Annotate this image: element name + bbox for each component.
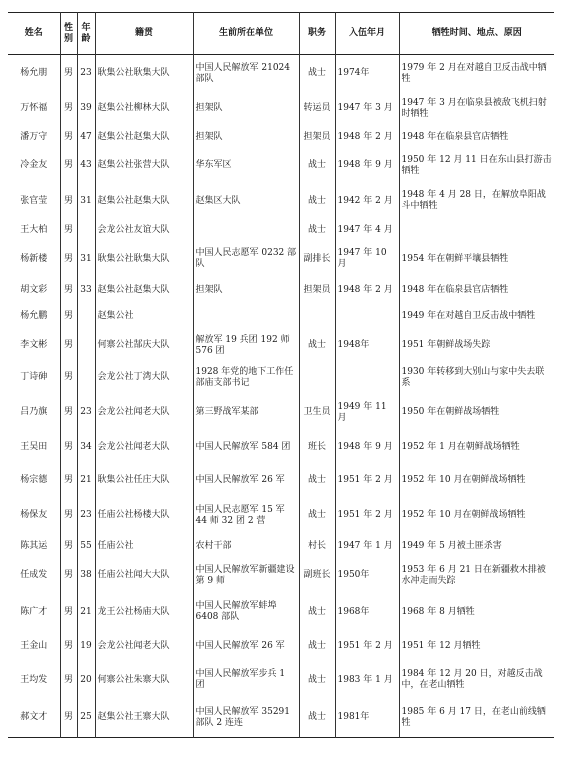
- cell-enlist-date: 1951 年 2 月: [335, 464, 399, 497]
- table-row: [8, 594, 554, 631]
- header-row: [8, 13, 554, 55]
- cell-unit: [193, 304, 299, 330]
- table-row: [8, 432, 554, 464]
- cell-gender: 男: [60, 497, 77, 535]
- cell-gender: 男: [60, 93, 77, 125]
- cell-age: 19: [77, 631, 95, 662]
- cell-position: 班长: [299, 432, 335, 464]
- cell-name: 杨宗德: [20, 474, 48, 485]
- cell-position: 战士: [299, 182, 335, 221]
- cell-name: 李文彬: [20, 340, 48, 350]
- cell-gender: 男: [60, 125, 77, 150]
- cell-hometown: 会龙公社友谊大队: [95, 221, 193, 241]
- cell-sacrifice-info: 1985 年 6 月 17 日，在老山前线牺牲: [399, 699, 554, 738]
- table-row: [8, 558, 554, 594]
- cell-gender: 男: [60, 662, 77, 699]
- cell-name: 张官莹: [20, 195, 48, 206]
- cell-name: 万怀福: [20, 103, 48, 113]
- cell-hometown: 赵集公社赵集大队: [95, 125, 193, 150]
- cell-unit: 中国人民解放军 21024 部队: [193, 55, 299, 93]
- cell-gender: 男: [60, 330, 77, 362]
- cell-age: [77, 304, 95, 330]
- cell-age: 23: [77, 497, 95, 535]
- table-row: [8, 394, 554, 432]
- cell-unit: 赵集区大队: [193, 182, 299, 221]
- cell-age: 34: [77, 432, 95, 464]
- cell-position: 战士: [299, 699, 335, 738]
- cell-name: 陈其运: [20, 540, 48, 551]
- cell-age: 55: [77, 535, 95, 558]
- cell-gender: 男: [60, 55, 77, 93]
- cell-enlist-date: 1942 年 2 月: [335, 182, 399, 221]
- cell-sacrifice-info: 1953 年 6 月 21 日在新疆救木排被水冲走而失踪: [399, 558, 554, 594]
- cell-age: [77, 221, 95, 241]
- cell-hometown: 会龙公社丁湾大队: [95, 362, 193, 394]
- cell-unit: 中国人民解放军 26 军: [193, 464, 299, 497]
- cell-unit: 中国人民解放军 584 团: [193, 432, 299, 464]
- cell-hometown: 何寨公社朱寨大队: [95, 662, 193, 699]
- table-row: [8, 535, 554, 558]
- cell-gender: 男: [60, 182, 77, 221]
- cell-position: 战士: [299, 150, 335, 182]
- cell-hometown: 任庙公社闻大大队: [95, 558, 193, 594]
- cell-age: 47: [77, 125, 95, 150]
- cell-enlist-date: 1948 年 9 月: [335, 432, 399, 464]
- cell-name: 杨新楼: [20, 253, 48, 264]
- table-row: [8, 125, 554, 150]
- cell-gender: 男: [60, 631, 77, 662]
- cell-unit: 担架队: [193, 125, 299, 150]
- cell-hometown: 何寨公社郜庆大队: [95, 330, 193, 362]
- table-body: [8, 55, 554, 738]
- cell-enlist-date: 1948 年 2 月: [335, 125, 399, 150]
- cell-sacrifice-info: 1954 年在朝鲜平壤县牺牲: [399, 241, 554, 278]
- cell-enlist-date: [335, 362, 399, 394]
- cell-name: 冷金友: [20, 160, 48, 170]
- cell-name: 王金山: [20, 640, 48, 651]
- table-row: [8, 55, 554, 93]
- cell-enlist-date: 1951 年 2 月: [335, 631, 399, 662]
- martyrs-table: [8, 12, 554, 738]
- table-row: [8, 497, 554, 535]
- cell-enlist-date: 1951 年 2 月: [335, 497, 399, 535]
- header-gender: 性别: [60, 13, 77, 55]
- cell-sacrifice-info: 1951 年 12 月牺牲: [399, 631, 554, 662]
- cell-sacrifice-info: 1984 年 12 月 20 日，对越反击战中，在老山牺牲: [399, 662, 554, 699]
- cell-name: 杨允鹏: [20, 311, 48, 321]
- cell-gender: 男: [60, 464, 77, 497]
- cell-gender: 男: [60, 535, 77, 558]
- cell-position: 战士: [299, 221, 335, 241]
- table-row: [8, 464, 554, 497]
- cell-name: 王均发: [20, 674, 48, 685]
- table-row: [8, 662, 554, 699]
- cell-sacrifice-info: 1948 年在临泉县官店牺牲: [399, 125, 554, 150]
- cell-name: 杨允朋: [20, 68, 48, 79]
- cell-unit: 担架队: [193, 93, 299, 125]
- cell-unit: 解放军 19 兵团 192 师 576 团: [193, 330, 299, 362]
- cell-age: 33: [77, 278, 95, 304]
- cell-unit: 中国人民解放军 26 军: [193, 631, 299, 662]
- cell-unit: 中国人民解放军蚌埠 6408 部队: [193, 594, 299, 631]
- cell-sacrifice-info: 1952 年 10 月在朝鲜战场牺牲: [399, 464, 554, 497]
- cell-hometown: 耿集公社耿集大队: [95, 241, 193, 278]
- header-position: 职务: [299, 13, 335, 55]
- cell-position: 副班长: [299, 558, 335, 594]
- cell-position: 担架员: [299, 125, 335, 150]
- cell-enlist-date: 1948 年 9 月: [335, 150, 399, 182]
- cell-hometown: 赵集公社王寨大队: [95, 699, 193, 738]
- cell-sacrifice-info: 1950 年 12 月 11 日在东山县打游击牺牲: [399, 150, 554, 182]
- header-age: 年龄: [77, 13, 95, 55]
- cell-sacrifice-info: 1949 年在对越自卫反击战中牺牲: [399, 304, 554, 330]
- cell-unit: 1928 年党的地下工作任部庙支部书记: [193, 362, 299, 394]
- header-sacrifice-info: 牺牲时间、地点、原因: [399, 13, 554, 55]
- cell-position: 转运员: [299, 93, 335, 125]
- cell-unit: 担架队: [193, 278, 299, 304]
- table-row: [8, 221, 554, 241]
- cell-gender: 男: [60, 278, 77, 304]
- cell-enlist-date: 1948年: [335, 330, 399, 362]
- header-unit: 生前所在单位: [193, 13, 299, 55]
- cell-enlist-date: 1948 年 2 月: [335, 278, 399, 304]
- cell-hometown: 会龙公社闻老大队: [95, 394, 193, 432]
- cell-position: 卫生员: [299, 394, 335, 432]
- cell-sacrifice-info: 1968 年 8 月牺牲: [399, 594, 554, 631]
- cell-enlist-date: 1947 年 4 月: [335, 221, 399, 241]
- cell-position: 战士: [299, 662, 335, 699]
- cell-hometown: 赵集公社赵集大队: [95, 278, 193, 304]
- cell-hometown: 会龙公社闻老大队: [95, 432, 193, 464]
- cell-position: [299, 362, 335, 394]
- cell-hometown: 龙王公社杨庙大队: [95, 594, 193, 631]
- cell-gender: 男: [60, 558, 77, 594]
- cell-hometown: 会龙公社闻老大队: [95, 631, 193, 662]
- cell-hometown: 赵集公社赵集大队: [95, 182, 193, 221]
- table-row: [8, 182, 554, 221]
- header-name: 姓名: [24, 28, 43, 38]
- table-row: [8, 278, 554, 304]
- cell-position: 战士: [299, 464, 335, 497]
- cell-unit: 中国人民解放军 35291 部队 2 连连: [193, 699, 299, 738]
- cell-name: 吕乃旗: [20, 407, 48, 417]
- cell-gender: 男: [60, 150, 77, 182]
- cell-age: 43: [77, 150, 95, 182]
- cell-enlist-date: [335, 304, 399, 330]
- cell-name: 丁诗砷: [20, 372, 48, 382]
- table-row: [8, 699, 554, 738]
- cell-gender: 男: [60, 304, 77, 330]
- cell-name: 潘万守: [20, 131, 48, 142]
- cell-age: 31: [77, 182, 95, 221]
- cell-gender: 男: [60, 699, 77, 738]
- cell-enlist-date: 1947 年 3 月: [335, 93, 399, 125]
- cell-hometown: 任庙公社: [95, 535, 193, 558]
- cell-unit: [193, 221, 299, 241]
- cell-unit: 中国人民志愿军 0232 部队: [193, 241, 299, 278]
- cell-age: 20: [77, 662, 95, 699]
- cell-enlist-date: 1947 年 1 月: [335, 535, 399, 558]
- cell-enlist-date: 1950年: [335, 558, 399, 594]
- cell-age: [77, 362, 95, 394]
- table-row: [8, 304, 554, 330]
- cell-name: 王大柏: [20, 225, 48, 235]
- header-hometown: 籍贯: [95, 13, 193, 55]
- cell-position: 村长: [299, 535, 335, 558]
- cell-sacrifice-info: 1948 年在临泉县官店牺牲: [399, 278, 554, 304]
- table-row: [8, 330, 554, 362]
- cell-sacrifice-info: 1951 年朝鲜战场失踪: [399, 330, 554, 362]
- cell-sacrifice-info: 1949 年 5 月被土匪杀害: [399, 535, 554, 558]
- cell-unit: 中国人民志愿军 15 军 44 师 32 团 2 营: [193, 497, 299, 535]
- cell-gender: 男: [60, 362, 77, 394]
- cell-unit: 第三野战军某部: [193, 394, 299, 432]
- cell-hometown: 任庙公社杨楼大队: [95, 497, 193, 535]
- cell-position: 战士: [299, 497, 335, 535]
- cell-position: 战士: [299, 330, 335, 362]
- cell-gender: 男: [60, 241, 77, 278]
- cell-hometown: 赵集公社: [95, 304, 193, 330]
- cell-enlist-date: 1949 年 11 月: [335, 394, 399, 432]
- cell-unit: 华东军区: [193, 150, 299, 182]
- cell-position: 战士: [299, 631, 335, 662]
- cell-gender: 男: [60, 432, 77, 464]
- cell-name: 杨保友: [20, 510, 48, 520]
- cell-position: [299, 304, 335, 330]
- cell-age: 25: [77, 699, 95, 738]
- cell-hometown: 耿集公社任庄大队: [95, 464, 193, 497]
- cell-sacrifice-info: 1948 年 4 月 28 日，在解放阜阳战斗中牺牲: [399, 182, 554, 221]
- table-row: [8, 93, 554, 125]
- cell-enlist-date: 1968年: [335, 594, 399, 631]
- cell-gender: 男: [60, 394, 77, 432]
- table-row: [8, 150, 554, 182]
- cell-name: 王吴田: [20, 442, 48, 452]
- cell-hometown: 耿集公社耿集大队: [95, 55, 193, 93]
- cell-sacrifice-info: 1952 年 1 月在朝鲜战场牺牲: [399, 432, 554, 464]
- cell-age: 21: [77, 464, 95, 497]
- cell-hometown: 赵集公社柳林大队: [95, 93, 193, 125]
- cell-name: 胡文彩: [20, 285, 48, 295]
- cell-hometown: 赵集公社张营大队: [95, 150, 193, 182]
- cell-age: 23: [77, 55, 95, 93]
- cell-age: 31: [77, 241, 95, 278]
- cell-sacrifice-info: 1952 年 10 月在朝鲜战场牺牲: [399, 497, 554, 535]
- cell-enlist-date: 1983 年 1 月: [335, 662, 399, 699]
- cell-gender: 男: [60, 594, 77, 631]
- cell-unit: 农村干部: [193, 535, 299, 558]
- cell-position: 担架员: [299, 278, 335, 304]
- cell-unit: 中国人民解放军新疆建设第 9 师: [193, 558, 299, 594]
- cell-name: 郝文才: [20, 712, 48, 723]
- cell-age: 21: [77, 594, 95, 631]
- cell-sacrifice-info: 1979 年 2 月在对越自卫反击战中牺牲: [399, 55, 554, 93]
- cell-enlist-date: 1981年: [335, 699, 399, 738]
- cell-name: 任成发: [20, 570, 48, 580]
- cell-age: 23: [77, 394, 95, 432]
- cell-age: 38: [77, 558, 95, 594]
- table-row: [8, 631, 554, 662]
- cell-sacrifice-info: [399, 221, 554, 241]
- table-row: [8, 362, 554, 394]
- cell-name: 陈广才: [20, 606, 48, 617]
- cell-enlist-date: 1974年: [335, 55, 399, 93]
- cell-enlist-date: 1947 年 10 月: [335, 241, 399, 278]
- cell-gender: 男: [60, 221, 77, 241]
- cell-sacrifice-info: 1930 年转移到大别山与家中失去联系: [399, 362, 554, 394]
- table-row: [8, 241, 554, 278]
- cell-position: 副排长: [299, 241, 335, 278]
- cell-unit: 中国人民解放军步兵 1 团: [193, 662, 299, 699]
- cell-position: 战士: [299, 594, 335, 631]
- cell-position: 战士: [299, 55, 335, 93]
- cell-sacrifice-info: 1947 年 3 月在临泉县被敌飞机扫射时牺牲: [399, 93, 554, 125]
- cell-age: [77, 330, 95, 362]
- header-enlist-date: 入伍年月: [335, 13, 399, 55]
- cell-age: 39: [77, 93, 95, 125]
- cell-sacrifice-info: 1950 年在朝鲜战场牺牲: [399, 394, 554, 432]
